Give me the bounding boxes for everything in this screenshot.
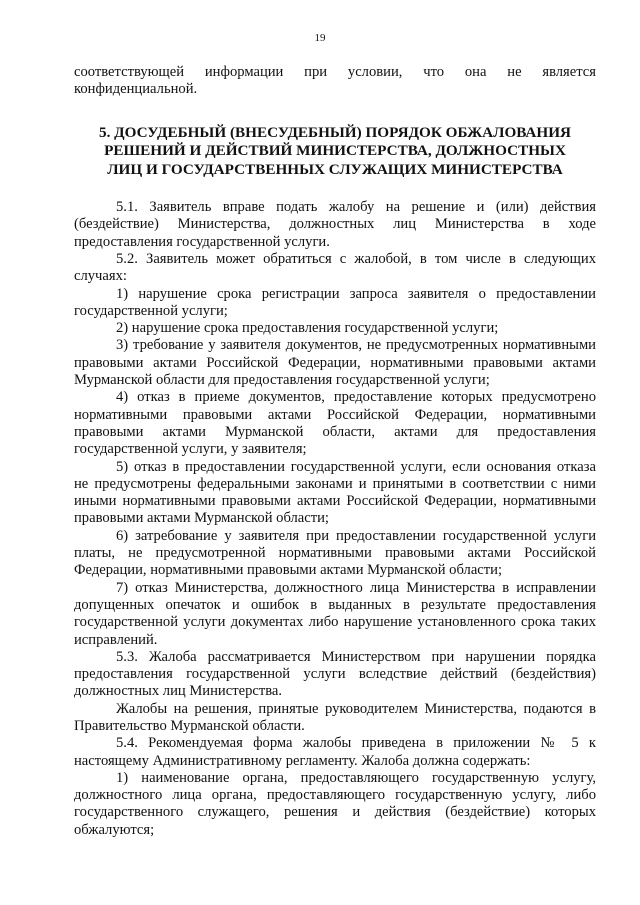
paragraph-5-4: 5.4. Рекомендуемая форма жалобы приведена в приложении № 5 к настоящему Административному регламенту. Жалоба должна содержать: [74, 735, 596, 769]
paragraph-5-1: 5.1. Заявитель вправе подать жалобу на решение и (или) действия (бездействие) Министерства, должностных лиц Министерства в ходе предоставления государственной услуги. [74, 199, 596, 250]
paragraph-complaints-head: Жалобы на решения, принятые руководителем Министерства, подаются в Правительство Мурманской области. [74, 700, 596, 734]
heading-line-1: 5. ДОСУДЕБНЫЙ (ВНЕСУДЕБНЫЙ) ПОРЯДОК ОБЖАЛОВАНИЯ [98, 123, 571, 141]
heading-line-2: РЕШЕНИЙ И ДЕЙСТВИЙ МИНИСТЕРСТВА, ДОЛЖНОСТНЫХ [104, 142, 566, 160]
list-item-1: 1) нарушение срока регистрации запроса заявителя о предоставлении государственной услуги; [74, 285, 596, 319]
list-item-5: 5) отказ в предоставлении государственной услуги, если основания отказа не предусмотрены федеральными законами и принятыми в соответствии с ними иными нормативными правовыми актами Российской Федерации, нормативными правовыми актами Мурманской области; [74, 458, 596, 527]
section-heading [74, 124, 596, 180]
list-item-6: 6) затребование у заявителя при предоставлении государственной услуги платы, не предусмотренной нормативными правовыми актами Российской Федерации, нормативными правовыми актами Мурманской области; [74, 527, 596, 579]
list-item-3: 3) требование у заявителя документов, не предусмотренных нормативными правовыми актами Российской Федерации, нормативными правовыми актами Мурманской области для предоставления государственной услуги; [74, 337, 596, 389]
list-item-contents-1: 1) наименование органа, предоставляющего государственную услугу, должностного лица органа, предоставляющего государственную услугу, либо государственного служащего, решения и действия (бездействие) которых обжалуются; [74, 769, 596, 838]
document-body [74, 64, 596, 839]
heading-line-3: ЛИЦ И ГОСУДАРСТВЕННЫХ СЛУЖАЩИХ МИНИСТЕРСТВА [107, 160, 563, 178]
intro-paragraph: соответствующей информации при условии, что она не является конфиденциальной. [74, 64, 596, 98]
list-item-7: 7) отказ Министерства, должностного лица Министерства в исправлении допущенных опечаток и ошибок в выданных в результате предоставления государственной услуги документах либо нарушение установленного срока таких исправлений. [74, 579, 596, 648]
page-number: 19 [314, 32, 326, 44]
paragraph-5-3: 5.3. Жалоба рассматривается Министерством при нарушении порядка предоставления государственной услуги вследствие действий (бездействия) должностных лиц Министерства. [74, 648, 596, 700]
list-item-4: 4) отказ в приеме документов, предоставление которых предусмотрено нормативными правовыми актами Российской Федерации, нормативными правовыми актами Мурманской области, актами для предоставления государственной услуги, у заявителя; [74, 389, 596, 458]
paragraph-5-2: 5.2. Заявитель может обратиться с жалобой, в том числе в следующих случаях: [74, 250, 596, 285]
list-item-2: 2) нарушение срока предоставления государственной услуги; [116, 320, 499, 337]
